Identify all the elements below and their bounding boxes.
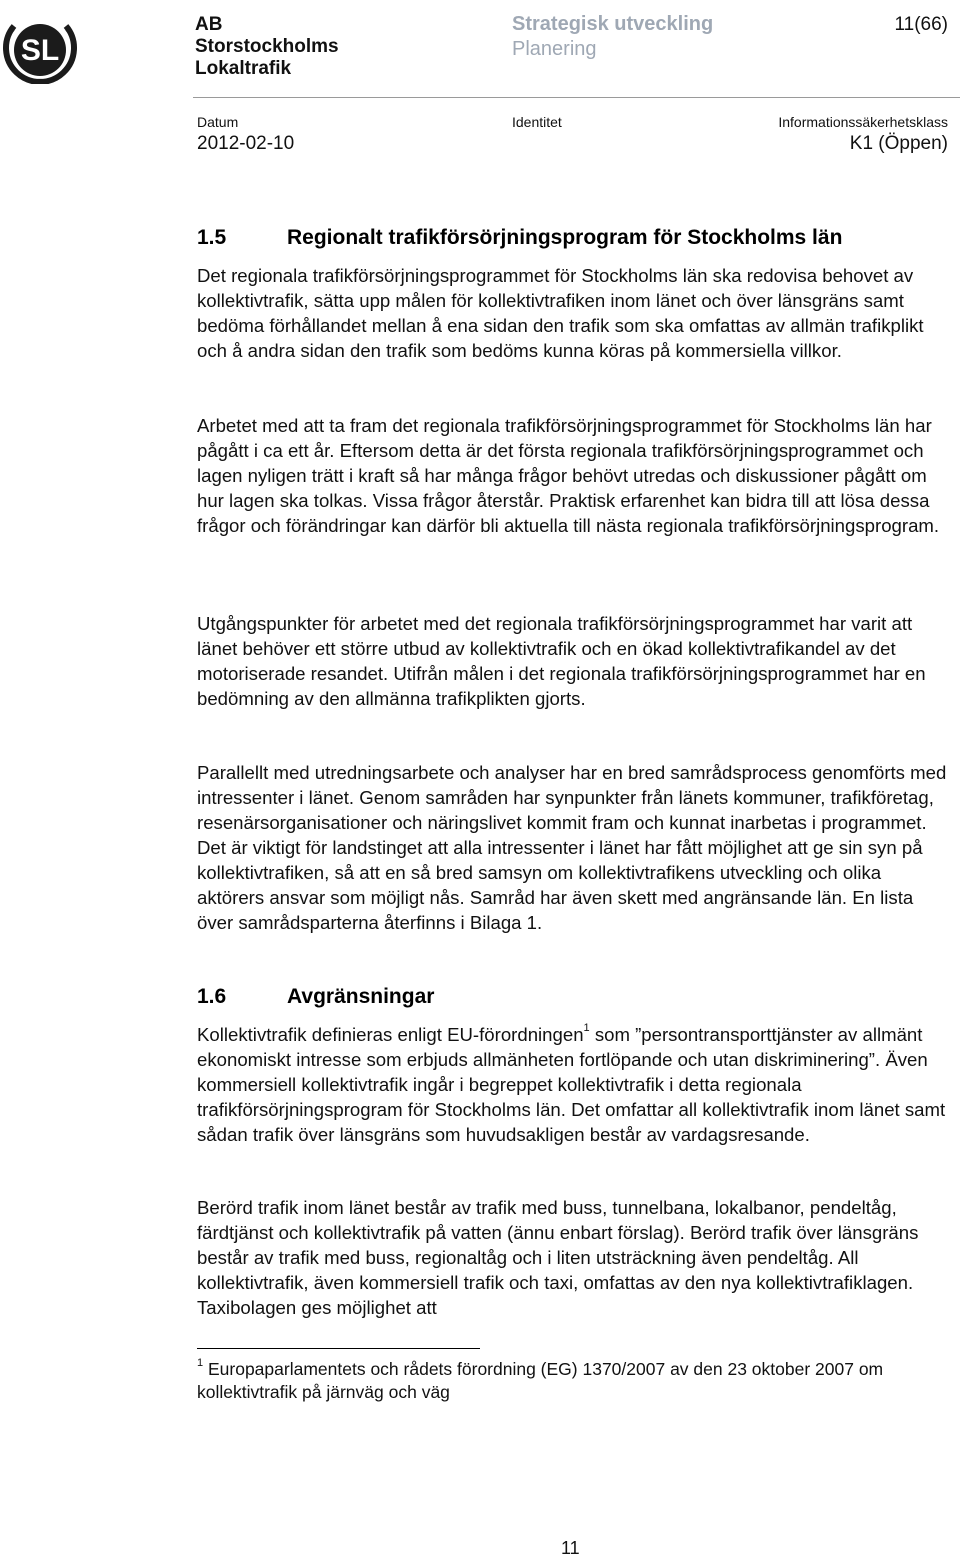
paragraph: Berörd trafik inom länet består av trafik med buss, tunnelbana, lokalbanor, pendeltåg, färdtjänst och kollektivtrafik på vatten (ännu enbart förslag). Berörd trafik över länsgräns består av trafik med buss, regionaltåg och i liten utsträckning även pendeltåg. All kollektivtrafik, även kommersiell trafik och taxi, omfattas av den nya kollektivtrafiklagen. Taxibolagen ges möjlighet att	[197, 1197, 919, 1318]
document-title: Strategisk utveckling	[512, 13, 714, 35]
section-heading-1-6	[197, 985, 434, 1009]
paragraph-text: som ”persontransporttjänster av allmänt ekonomiskt intresse som erbjuds allmänheten fortlöpande och utan diskriminering”. Även kommersiell kollektivtrafik ingår i begreppet kollektivtrafik i detta regionala trafikförsörjningsprogram för Stockholms län. Det omfattar all kollektivtrafik inom länet samt sådan trafik över länsgräns som huvudsakligen består av vardagsresande.	[197, 1024, 946, 1145]
section-number: 1.6	[197, 985, 227, 1008]
identity-label: Identitet	[512, 114, 562, 130]
org-name-line-2: Storstockholms	[195, 36, 339, 57]
organization-name	[195, 14, 339, 80]
sl-logo	[0, 12, 80, 84]
classification-value: K1 (Öppen)	[849, 133, 948, 154]
footnote-divider	[197, 1348, 480, 1349]
org-name-line-3: Lokaltrafik	[195, 58, 292, 79]
org-name-line-1: AB	[195, 14, 223, 35]
date-value: 2012-02-10	[197, 133, 295, 154]
paragraph-with-footnote-ref	[197, 1022, 949, 1147]
paragraph: Utgångspunkter för arbetet med det regionala trafikförsörjningsprogrammet har varit att länet behöver ett större utbud av kollektivtrafik och en ökad kollektivtrafikandel av det motoriserade resandet. Utifrån målen i det regionala trafikförsörjningsprogrammet har en bedömning av den allmänna trafikplikten gjorts.	[197, 613, 926, 709]
section-title: Regionalt trafikförsörjningsprogram för Stockholms län	[287, 226, 843, 249]
paragraph: Det regionala trafikförsörjningsprogrammet för Stockholms län ska redovisa behovet av kollektivtrafik, sätta upp målen för kollektivtrafiken inom länet och över länsgräns samt bedöma förhållandet mellan å ena sidan den trafik som ska omfattas av allmän trafikplikt och å andra sidan den trafik som bedöms kunna köras på kommersiella villkor.	[197, 265, 924, 361]
section-number: 1.5	[197, 226, 227, 249]
document-subtitle: Planering	[512, 38, 597, 60]
paragraph-text: Kollektivtrafik definieras enligt EU-förordningen	[197, 1024, 584, 1045]
footnote-number: 1	[197, 1357, 204, 1370]
section-title: Avgränsningar	[287, 985, 435, 1008]
page-count: 11(66)	[894, 14, 948, 35]
classification-label: Informationssäkerhetsklass	[778, 114, 948, 130]
footnote-reference: 1	[583, 1021, 590, 1034]
footnote	[197, 1358, 949, 1404]
page-number: 11	[561, 1538, 580, 1558]
logo-text: SL	[20, 34, 60, 67]
footnote-text: Europaparlamentets och rådets förordning (EG) 1370/2007 av den 23 oktober 2007 om kollektivtrafik på järnväg och väg	[197, 1359, 884, 1402]
section-heading-1-5	[197, 226, 842, 250]
date-label: Datum	[197, 114, 239, 130]
paragraph: Parallellt med utredningsarbete och analyser har en bred samrådsprocess genomförts med intressenter i länet. Genom samråden har synpunkter från länets kommuner, trafikföretag, resenärsorganisationer och näringslivet kommit fram och kunnat inarbetas i programmet. Det är viktigt för landstinget att alla intressenter i länet har fått möjlighet att ge sin syn på kollektivtrafiken, så att en så bred samsyn om kollektivtrafikens utveckling och olika aktörers ansvar som möjligt nås. Samråd har även skett med angränsande län. En lista över samrådsparterna återfinns i Bilaga 1.	[197, 762, 947, 933]
paragraph: Arbetet med att ta fram det regionala trafikförsörjningsprogrammet för Stockholms län har pågått i ca ett år. Eftersom detta är det första regionala trafikförsörjningsprogrammet och lagen nyligen trätt i kraft så har många frågor behövt utredas och diskussioner pågått om hur lagen ska tolkas. Vissa frågor återstår. Praktisk erfarenhet kan bidra till att lösa dessa frågor och förändringar kan därför bli aktuella till nästa regionala trafikförsörjningsprogram.	[197, 415, 940, 536]
header-divider	[193, 97, 960, 98]
